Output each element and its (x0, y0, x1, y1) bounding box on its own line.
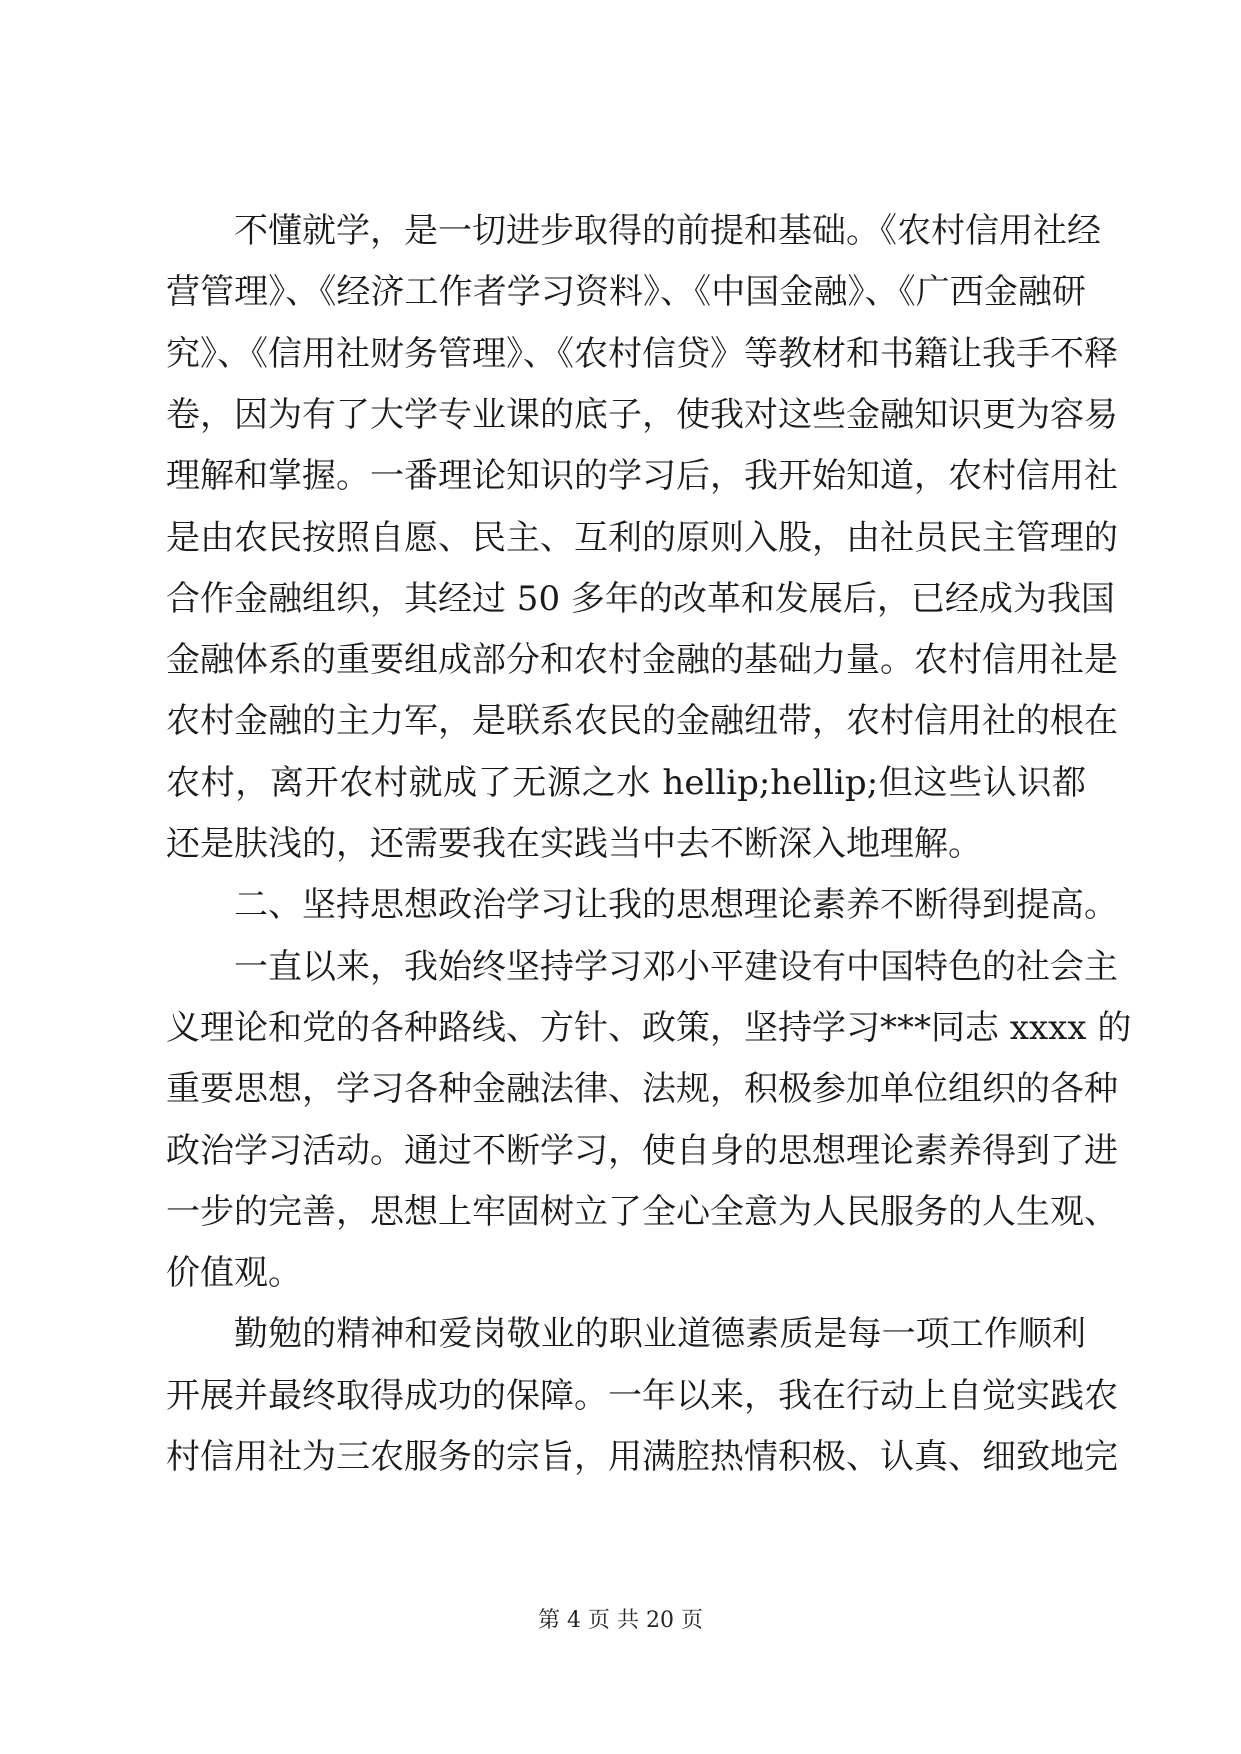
text-line (166, 635, 1118, 685)
text-line-content: 营管理》、《经济工作者学习资料》、《中国金融》、《广西金融研 (166, 272, 1086, 313)
text-line (166, 329, 1118, 379)
text-line (166, 574, 1115, 624)
text-line (166, 1187, 1118, 1237)
text-line-content: 农村金融的主力军，是联系农民的金融纽带，农村信用社的根在 (166, 701, 1118, 742)
text-line-content: 一步的完善，思想上牢固树立了全心全意为人民服务的人生观、 (166, 1191, 1118, 1232)
text-line (166, 1432, 1118, 1482)
text-line-content: 究》、《信用社财务管理》、《农村信贷》等教材和书籍让我手不释 (166, 333, 1118, 374)
text-line-content: 卷，因为有了大学专业课的底子，使我对这些金融知识更为容易 (166, 394, 1118, 435)
text-line (234, 880, 1118, 930)
text-line-content: 理解和掌握。一番理论知识的学习后，我开始知道，农村信用社 (166, 456, 1118, 497)
text-line-content: 勤勉的精神和爱岗敬业的职业道德素质是每一项工作顺利 (234, 1314, 1086, 1355)
text-line-content: 价值观。 (166, 1253, 302, 1294)
text-line (234, 1309, 1086, 1359)
text-line (166, 758, 1086, 808)
text-line (166, 267, 1086, 317)
text-line-content: 开展并最终取得成功的保障。一年以来，我在行动上自觉实践农 (166, 1375, 1118, 1416)
text-line (166, 696, 1118, 746)
text-line-content: 金融体系的重要组成部分和农村金融的基础力量。农村信用社是 (166, 640, 1118, 681)
text-line-content: 不懂就学，是一切进步取得的前提和基础。《农村信用社经 (234, 211, 1101, 251)
text-line (166, 1371, 1118, 1421)
text-line (166, 1064, 1118, 1114)
text-line (166, 1248, 1086, 1298)
text-line (166, 1003, 1132, 1053)
text-line-content: 政治学习活动。通过不断学习，使自身的思想理论素养得到了进 (166, 1130, 1118, 1171)
text-line (166, 819, 1086, 869)
text-line-content: 合作金融组织，其经过 50 多年的改革和发展后，已经成为我国 (166, 578, 1115, 619)
text-line-content: 二、坚持思想政治学习让我的思想理论素养不断得到提高。 (234, 885, 1118, 926)
text-line (234, 206, 1101, 256)
text-line-content: 重要思想，学习各种金融法律、法规，积极参加单位组织的各种 (166, 1069, 1118, 1110)
text-line-content: 农村，离开农村就成了无源之水 hellip;hellip;但这些认识都 (166, 762, 1086, 803)
text-line (166, 451, 1118, 501)
text-line (166, 1126, 1118, 1176)
text-line-content: 一直以来，我始终坚持学习邓小平建设有中国特色的社会主 (234, 946, 1118, 987)
text-line (166, 513, 1118, 563)
text-line-content: 义理论和党的各种路线、方针、政策，坚持学习***同志 xxxx 的 (166, 1007, 1132, 1048)
page-footer: 第 4 页 共 20 页 (538, 1608, 703, 1633)
text-line-content: 村信用社为三农服务的宗旨，用满腔热情积极、认真、细致地完 (166, 1437, 1118, 1477)
text-line (166, 390, 1118, 440)
text-line (234, 942, 1118, 992)
text-line-content: 还是肤浅的，还需要我在实践当中去不断深入地理解。 (166, 824, 982, 864)
text-line-content: 是由农民按照自愿、民主、互利的原则入股，由社员民主管理的 (166, 517, 1118, 558)
